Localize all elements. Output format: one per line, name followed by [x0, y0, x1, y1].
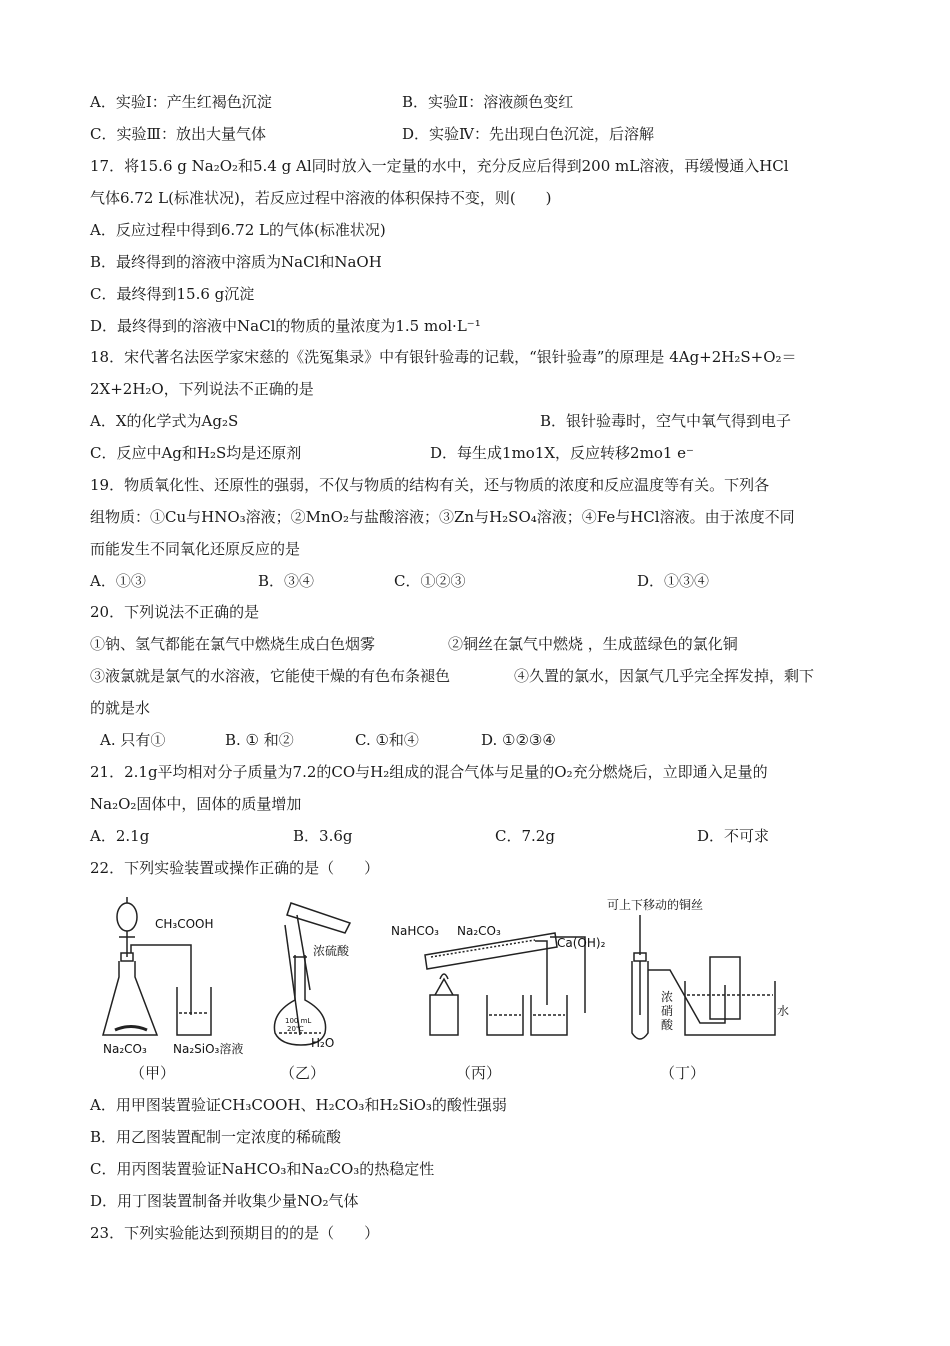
q18-stem-line2: 2X+2H₂O，下列说法不正确的是	[90, 380, 314, 398]
q19-stem-line2: 组物质：①Cu与HNO₃溶液；②MnO₂与盐酸溶液；③Zn与H₂SO₄溶液；④Fe与HCl溶液。由于浓度不同	[90, 508, 795, 526]
q20-statement-4: ④久置的氯水，因氯气几乎完全挥发掉，剩下	[514, 667, 815, 685]
label-water: 水	[777, 1004, 790, 1018]
q18-option-d: D．每生成1mo1X，反应转移2mo1 e⁻	[430, 444, 694, 462]
q18-option-b: B．银针验毒时，空气中氧气得到电子	[540, 412, 792, 430]
q17-stem-line2: 气体6.72 L(标准状况)，若反应过程中溶液的体积保持不变，则( )	[90, 189, 552, 207]
q22-option-c: C．用丙图装置验证NaHCO₃和Na₂CO₃的热稳定性	[90, 1160, 435, 1178]
label-na2co3-bing: Na₂CO₃	[457, 924, 501, 938]
q18-option-a: A．X的化学式为Ag₂S	[90, 412, 239, 430]
q16-option-a: A．实验Ⅰ：产生红褐色沉淀	[90, 93, 272, 111]
label-nahco3: NaHCO₃	[391, 924, 439, 938]
q17-option-d: D．最终得到的溶液中NaCl的物质的量浓度为1.5 mol·L⁻¹	[90, 317, 481, 335]
q19-stem-line1: 19．物质氧化性、还原性的强弱，不仅与物质的结构有关，还与物质的浓度和反应温度等有关。下列各	[90, 476, 770, 494]
caption-jia: （甲）	[130, 1064, 176, 1082]
label-na2co3: Na₂CO₃	[103, 1042, 147, 1055]
label-flask-volume: 100 mL	[285, 1017, 312, 1025]
label-h2o: H₂O	[311, 1036, 335, 1050]
label-ch3cooh: CH₃COOH	[155, 917, 214, 931]
q16-option-d: D．实验Ⅳ：先出现白色沉淀，后溶解	[402, 125, 655, 143]
q20-statement-3: ③液氯就是氯气的水溶液，它能使干燥的有色布条褪色	[90, 667, 451, 685]
q21-option-a: A．2.1g	[90, 827, 150, 845]
label-conc-hno3-1: 浓	[661, 990, 674, 1004]
q21-option-d: D．不可求	[697, 827, 770, 845]
q20-option-c: C. ①和④	[355, 731, 419, 749]
q20-statement-4-cont: 的就是水	[90, 699, 151, 717]
q19-option-d: D．①③④	[637, 572, 710, 590]
q17-stem-line1: 17．将15.6 g Na₂O₂和5.4 g Al同时放入一定量的水中，充分反应后得到200 mL溶液，再缓慢通入HCl	[90, 157, 789, 175]
q20-option-a: A. 只有①	[100, 731, 166, 749]
label-copper-wire: 可上下移动的铜丝	[607, 898, 704, 912]
label-na2sio3: Na₂SiO₃溶液	[173, 1042, 244, 1055]
q20-stem: 20．下列说法不正确的是	[90, 603, 260, 621]
caption-yi: （乙）	[280, 1064, 326, 1082]
q19-option-a: A．①③	[90, 572, 146, 590]
q19-stem-line3: 而能发生不同氧化还原反应的是	[90, 540, 301, 558]
q23-stem: 23．下列实验能达到预期目的的是（ ）	[90, 1224, 380, 1242]
label-flask-temp: 20℃	[287, 1025, 304, 1033]
q16-option-b: B．实验Ⅱ：溶液颜色变红	[402, 93, 574, 111]
label-caoh2: Ca(OH)₂	[557, 936, 606, 950]
q18-stem-line1: 18．宋代著名法医学家宋慈的《洗冤集录》中有银针验毒的记载，“银针验毒”的原理是 4Ag+2H₂S+O₂＝	[90, 348, 797, 366]
q16-option-c: C．实验Ⅲ：放出大量气体	[90, 125, 266, 143]
q19-option-b: B．③④	[258, 572, 315, 590]
label-conc-hno3-2: 硝	[661, 1004, 674, 1018]
q17-option-a: A．反应过程中得到6.72 L的气体(标准状况)	[90, 221, 386, 239]
q20-statement-1: ①钠、氢气都能在氯气中燃烧生成白色烟雾	[90, 635, 376, 653]
q20-option-b: B. ① 和②	[225, 731, 294, 749]
q19-option-c: C．①②③	[394, 572, 466, 590]
q22-option-b: B．用乙图装置配制一定浓度的稀硫酸	[90, 1128, 342, 1146]
caption-bing: （丙）	[456, 1064, 502, 1082]
q20-statement-2: ②铜丝在氯气中燃烧 ，生成蓝绿色的氯化铜	[448, 635, 738, 653]
q22-apparatus-figure	[95, 895, 795, 1055]
q21-option-c: C．7.2g	[495, 827, 555, 845]
q21-stem-line2: Na₂O₂固体中，固体的质量增加	[90, 795, 302, 813]
q17-option-c: C．最终得到15.6 g沉淀	[90, 285, 255, 303]
q17-option-b: B．最终得到的溶液中溶质为NaCl和NaOH	[90, 253, 382, 271]
q21-option-b: B．3.6g	[293, 827, 353, 845]
q18-option-c: C．反应中Ag和H₂S均是还原剂	[90, 444, 302, 462]
apparatus-ding	[632, 915, 775, 1039]
label-conc-h2so4: 浓硫酸	[313, 944, 350, 958]
q20-option-d: D. ①②③④	[481, 731, 556, 749]
caption-ding: （丁）	[660, 1064, 706, 1082]
q22-stem: 22．下列实验装置或操作正确的是（ ）	[90, 859, 380, 877]
q22-option-a: A．用甲图装置验证CH₃COOH、H₂CO₃和H₂SiO₃的酸性强弱	[90, 1096, 507, 1114]
label-conc-hno3-3: 酸	[661, 1018, 674, 1032]
q22-option-d: D．用丁图装置制备并收集少量NO₂气体	[90, 1192, 359, 1210]
q21-stem-line1: 21．2.1g平均相对分子质量为7.2的CO与H₂组成的混合气体与足量的O₂充分燃烧后，立即通入足量的	[90, 763, 768, 781]
